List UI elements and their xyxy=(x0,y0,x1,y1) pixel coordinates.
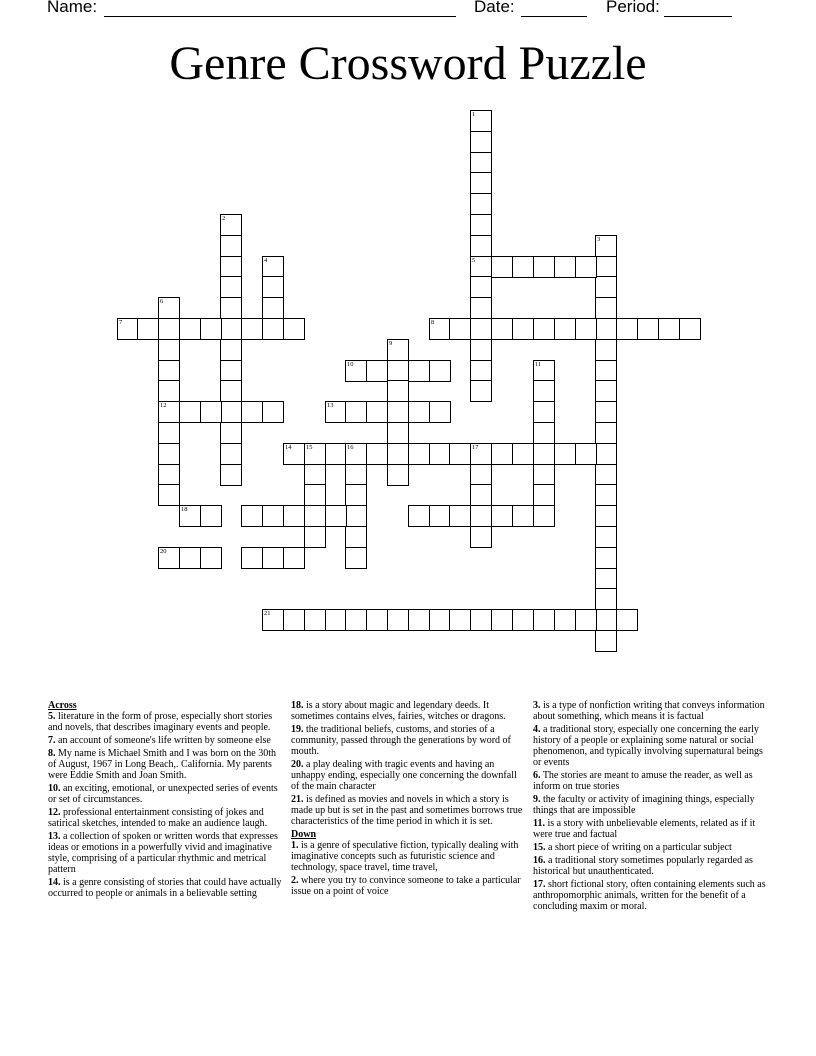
grid-cell[interactable] xyxy=(117,318,139,340)
grid-cell[interactable] xyxy=(533,505,555,527)
grid-cell[interactable] xyxy=(449,443,471,465)
grid-cell[interactable] xyxy=(304,609,326,631)
grid-cell[interactable] xyxy=(408,609,430,631)
clue-number: 6 xyxy=(160,298,164,305)
grid-cell[interactable] xyxy=(304,505,326,527)
grid-cell[interactable] xyxy=(533,360,555,382)
grid-cell[interactable] xyxy=(158,380,180,402)
grid-cell[interactable] xyxy=(220,360,242,382)
clue-item-number: 10. xyxy=(48,783,61,794)
grid-cell[interactable] xyxy=(429,505,451,527)
grid-cell[interactable] xyxy=(220,214,242,236)
grid-cell[interactable] xyxy=(616,318,638,340)
clue-item-number: 13. xyxy=(48,831,61,842)
grid-cell[interactable] xyxy=(575,318,597,340)
clue-item-number: 5. xyxy=(48,711,56,722)
grid-cell[interactable] xyxy=(158,401,180,423)
page-title: Genre Crossword Puzzle xyxy=(169,37,647,90)
clue-item xyxy=(291,724,527,757)
period-field-line[interactable] xyxy=(664,16,732,17)
grid-cell[interactable] xyxy=(220,318,242,340)
name-label: Name: xyxy=(47,0,98,16)
grid-cell[interactable] xyxy=(387,422,409,444)
clue-item xyxy=(48,711,284,733)
grid-cell[interactable] xyxy=(366,609,388,631)
grid-cell[interactable] xyxy=(387,380,409,402)
grid-cell[interactable] xyxy=(595,318,617,340)
grid-cell[interactable] xyxy=(470,152,492,174)
grid-cell[interactable] xyxy=(304,484,326,506)
clue-item-number: 9. xyxy=(533,794,541,805)
grid-cell[interactable] xyxy=(408,443,430,465)
clue-item-text: short fictional story, often containing elements such as anthropomorphic animals, written for the benefit of a concluding maxim or moral. xyxy=(533,879,766,912)
grid-cell[interactable] xyxy=(470,214,492,236)
grid-cell[interactable] xyxy=(200,318,222,340)
down-clue-list xyxy=(291,840,527,897)
clue-number: 12 xyxy=(160,402,167,409)
clue-item xyxy=(291,759,527,792)
grid-cell[interactable] xyxy=(595,401,617,423)
clue-item-text: a traditional story, especially one concerning the early history of a people or explaining some natural or social phenomenon, and typically involving supernatural beings or events xyxy=(533,724,763,768)
clue-item-text: where you try to convince someone to take a particular issue on a point of voice xyxy=(291,875,521,897)
clue-number: 21 xyxy=(264,610,271,617)
grid-cell[interactable] xyxy=(533,401,555,423)
grid-cell[interactable] xyxy=(491,609,513,631)
period-label: Period: xyxy=(606,0,660,16)
grid-cell[interactable] xyxy=(325,609,347,631)
grid-cell[interactable] xyxy=(470,505,492,527)
clue-item-text: The stories are meant to amuse the reader, as well as inform on true stories xyxy=(533,770,753,792)
grid-cell[interactable] xyxy=(533,422,555,444)
grid-cell[interactable] xyxy=(512,609,534,631)
grid-cell[interactable] xyxy=(304,526,326,548)
clue-number: 14 xyxy=(285,444,292,451)
clue-number: 13 xyxy=(327,402,334,409)
grid-cell[interactable] xyxy=(283,609,305,631)
clue-item xyxy=(291,794,527,827)
clue-number: 11 xyxy=(535,361,542,368)
grid-cell[interactable] xyxy=(158,464,180,486)
clue-item-text: a short piece of writing on a particular subject xyxy=(545,842,732,853)
clue-number: 9 xyxy=(389,340,393,347)
grid-cell[interactable] xyxy=(637,318,659,340)
grid-cell[interactable] xyxy=(158,422,180,444)
clue-column-2 xyxy=(291,700,527,899)
clue-item-text: professional entertainment consisting of jokes and satirical sketches, intended to make an audience laugh. xyxy=(48,807,268,829)
grid-cell[interactable] xyxy=(470,526,492,548)
grid-cell[interactable] xyxy=(345,484,367,506)
grid-cell[interactable] xyxy=(470,172,492,194)
down-clue-list-continued xyxy=(533,700,769,912)
clue-number: 16 xyxy=(347,444,354,451)
grid-cell[interactable] xyxy=(262,609,284,631)
grid-cell[interactable] xyxy=(220,297,242,319)
grid-cell[interactable] xyxy=(595,630,617,652)
clue-item xyxy=(533,842,769,853)
grid-cell[interactable] xyxy=(470,339,492,361)
grid-cell[interactable] xyxy=(595,297,617,319)
grid-cell[interactable] xyxy=(387,443,409,465)
clue-item-text: the faculty or activity of imagining things, especially things that are impossible xyxy=(533,794,755,816)
clue-number: 20 xyxy=(160,548,167,555)
grid-cell[interactable] xyxy=(595,256,617,278)
grid-cell[interactable] xyxy=(262,547,284,569)
grid-cell[interactable] xyxy=(241,505,263,527)
grid-cell[interactable] xyxy=(345,505,367,527)
clue-item-number: 20. xyxy=(291,759,304,770)
clue-item-text: a collection of spoken or written words that expresses ideas or emotions in a powerfully vivid and imaginative style, comprising of a particular rhythmic and metrical pattern xyxy=(48,831,278,875)
clue-item xyxy=(48,877,284,899)
grid-cell[interactable] xyxy=(283,547,305,569)
clue-item xyxy=(291,700,527,722)
clue-item-text: a traditional story sometimes popularly regarded as historical but unauthenticated. xyxy=(533,855,753,877)
clue-item-number: 7. xyxy=(48,735,56,746)
grid-cell[interactable] xyxy=(345,464,367,486)
grid-cell[interactable] xyxy=(408,360,430,382)
grid-cell[interactable] xyxy=(491,256,513,278)
grid-cell[interactable] xyxy=(554,256,576,278)
clue-number: 7 xyxy=(119,319,123,326)
grid-cell[interactable] xyxy=(200,505,222,527)
grid-cell[interactable] xyxy=(512,443,534,465)
grid-cell[interactable] xyxy=(533,464,555,486)
grid-cell[interactable] xyxy=(429,360,451,382)
grid-cell[interactable] xyxy=(449,318,471,340)
grid-cell[interactable] xyxy=(533,484,555,506)
grid-cell[interactable] xyxy=(220,422,242,444)
grid-cell[interactable] xyxy=(595,568,617,590)
grid-cell[interactable] xyxy=(366,443,388,465)
grid-cell[interactable] xyxy=(200,401,222,423)
grid-cell[interactable] xyxy=(220,339,242,361)
grid-cell[interactable] xyxy=(387,464,409,486)
clue-number: 2 xyxy=(222,215,226,222)
clue-item-text: an exciting, emotional, or unexpected series of events or set of circumstances. xyxy=(48,783,278,805)
grid-cell[interactable] xyxy=(449,609,471,631)
grid-cell[interactable] xyxy=(429,318,451,340)
grid-cell[interactable] xyxy=(158,547,180,569)
clue-item-number: 21. xyxy=(291,794,304,805)
grid-cell[interactable] xyxy=(262,401,284,423)
clue-item-text: an account of someone's life written by someone else xyxy=(55,735,271,746)
grid-cell[interactable] xyxy=(345,360,367,382)
clue-number: 10 xyxy=(347,361,354,368)
grid-cell[interactable] xyxy=(595,443,617,465)
clue-item-text: literature in the form of prose, especially short stories and novels, that describes imaginary events and people. xyxy=(48,711,273,733)
clue-item-number: 19. xyxy=(291,724,304,735)
grid-cell[interactable] xyxy=(575,609,597,631)
grid-cell[interactable] xyxy=(470,464,492,486)
across-clue-list xyxy=(48,711,284,899)
grid-cell[interactable] xyxy=(179,547,201,569)
grid-cell[interactable] xyxy=(449,505,471,527)
grid-cell[interactable] xyxy=(158,484,180,506)
grid-cell[interactable] xyxy=(429,401,451,423)
grid-cell[interactable] xyxy=(512,318,534,340)
clue-item xyxy=(291,875,527,897)
grid-cell[interactable] xyxy=(595,609,617,631)
grid-cell[interactable] xyxy=(595,235,617,257)
grid-cell[interactable] xyxy=(470,318,492,340)
grid-cell[interactable] xyxy=(595,360,617,382)
grid-cell[interactable] xyxy=(595,422,617,444)
grid-cell[interactable] xyxy=(220,464,242,486)
clue-item-number: 15. xyxy=(533,842,546,853)
grid-cell[interactable] xyxy=(470,484,492,506)
grid-cell[interactable] xyxy=(491,505,513,527)
grid-cell[interactable] xyxy=(262,256,284,278)
grid-cell[interactable] xyxy=(595,464,617,486)
grid-cell[interactable] xyxy=(533,380,555,402)
clue-item-text: a play dealing with tragic events and having an unhappy ending, especially one concerning the downfall of the main character xyxy=(291,759,517,792)
grid-cell[interactable] xyxy=(408,401,430,423)
grid-cell[interactable] xyxy=(470,110,492,132)
grid-cell[interactable] xyxy=(408,505,430,527)
grid-cell[interactable] xyxy=(470,256,492,278)
clue-number: 8 xyxy=(431,319,435,326)
grid-cell[interactable] xyxy=(325,401,347,423)
grid-cell[interactable] xyxy=(158,443,180,465)
date-label: Date: xyxy=(474,0,515,16)
grid-cell[interactable] xyxy=(220,443,242,465)
grid-cell[interactable] xyxy=(345,609,367,631)
grid-cell[interactable] xyxy=(387,360,409,382)
clue-item-number: 2. xyxy=(291,875,299,886)
grid-cell[interactable] xyxy=(470,193,492,215)
grid-cell[interactable] xyxy=(554,318,576,340)
grid-cell[interactable] xyxy=(262,318,284,340)
clue-item-number: 3. xyxy=(533,700,541,711)
clue-item-text: is a genre consisting of stories that could have actually occurred to people or animals in a believable setting xyxy=(48,877,282,899)
clue-number: 18 xyxy=(181,506,188,513)
grid-cell[interactable] xyxy=(658,318,680,340)
grid-cell[interactable] xyxy=(262,297,284,319)
grid-cell[interactable] xyxy=(325,505,347,527)
clue-item-text: is a story with unbelievable elements, related as if it were true and factual xyxy=(533,818,756,840)
clue-item-number: 6. xyxy=(533,770,541,781)
grid-cell[interactable] xyxy=(304,464,326,486)
grid-cell[interactable] xyxy=(512,505,534,527)
grid-cell[interactable] xyxy=(158,318,180,340)
clue-number: 5 xyxy=(472,257,476,264)
grid-cell[interactable] xyxy=(137,318,159,340)
clue-item-number: 18. xyxy=(291,700,304,711)
grid-cell[interactable] xyxy=(262,276,284,298)
clue-number: 15 xyxy=(306,444,313,451)
grid-cell[interactable] xyxy=(220,401,242,423)
clue-item xyxy=(48,807,284,829)
clue-item-text: My name is Michael Smith and I was born on the 30th of August, 1967 in Long Beach,. California. My parents were Eddie Smith and Joan Smith. xyxy=(48,748,277,781)
clue-item xyxy=(533,724,769,768)
clue-item-number: 14. xyxy=(48,877,61,888)
grid-cell[interactable] xyxy=(366,401,388,423)
grid-cell[interactable] xyxy=(470,235,492,257)
grid-cell[interactable] xyxy=(345,401,367,423)
grid-cell[interactable] xyxy=(470,609,492,631)
grid-cell[interactable] xyxy=(533,256,555,278)
clue-item xyxy=(533,818,769,840)
clue-item-text: is a type of nonfiction writing that conveys information about something, which means it is factual xyxy=(533,700,765,722)
grid-cell[interactable] xyxy=(554,609,576,631)
grid-cell[interactable] xyxy=(470,443,492,465)
grid-cell[interactable] xyxy=(554,443,576,465)
clue-item xyxy=(48,748,284,781)
grid-cell[interactable] xyxy=(158,339,180,361)
grid-cell[interactable] xyxy=(470,297,492,319)
clue-number: 1 xyxy=(472,111,476,118)
clue-item-number: 11. xyxy=(533,818,545,829)
grid-cell[interactable] xyxy=(595,484,617,506)
grid-cell[interactable] xyxy=(345,443,367,465)
grid-cell[interactable] xyxy=(241,401,263,423)
grid-cell[interactable] xyxy=(679,318,701,340)
grid-cell[interactable] xyxy=(595,526,617,548)
grid-cell[interactable] xyxy=(200,547,222,569)
grid-cell[interactable] xyxy=(283,505,305,527)
clue-item xyxy=(533,794,769,816)
grid-cell[interactable] xyxy=(158,360,180,382)
grid-cell[interactable] xyxy=(575,443,597,465)
grid-cell[interactable] xyxy=(575,256,597,278)
grid-cell[interactable] xyxy=(220,380,242,402)
clue-item-text: the traditional beliefs, customs, and stories of a community, passed through the generations by word of mouth. xyxy=(291,724,511,757)
clue-item-number: 1. xyxy=(291,840,299,851)
grid-cell[interactable] xyxy=(366,360,388,382)
clue-item xyxy=(533,879,769,912)
clue-number: 17 xyxy=(472,444,479,451)
grid-cell[interactable] xyxy=(470,131,492,153)
clue-item xyxy=(48,735,284,746)
grid-cell[interactable] xyxy=(429,443,451,465)
grid-cell[interactable] xyxy=(220,235,242,257)
grid-cell[interactable] xyxy=(220,256,242,278)
clue-item xyxy=(533,700,769,722)
grid-cell[interactable] xyxy=(616,609,638,631)
name-field-line[interactable] xyxy=(104,16,456,17)
grid-cell[interactable] xyxy=(179,318,201,340)
grid-cell[interactable] xyxy=(595,588,617,610)
clue-item-number: 4. xyxy=(533,724,541,735)
grid-cell[interactable] xyxy=(491,443,513,465)
grid-cell[interactable] xyxy=(533,443,555,465)
clue-item-text: is a genre of speculative fiction, typically dealing with imaginative concepts such as futuristic science and technology, space travel, time travel, xyxy=(291,840,519,873)
grid-cell[interactable] xyxy=(387,609,409,631)
grid-cell[interactable] xyxy=(512,256,534,278)
down-heading: Down xyxy=(291,829,317,840)
grid-cell[interactable] xyxy=(491,318,513,340)
clue-item xyxy=(48,783,284,805)
clue-item-number: 17. xyxy=(533,879,546,890)
clue-number: 3 xyxy=(597,236,601,243)
grid-cell[interactable] xyxy=(262,505,284,527)
clue-column-3 xyxy=(533,700,769,914)
across-heading: Across xyxy=(48,700,77,711)
grid-cell[interactable] xyxy=(387,339,409,361)
grid-cell[interactable] xyxy=(179,505,201,527)
grid-cell[interactable] xyxy=(533,318,555,340)
grid-cell[interactable] xyxy=(325,443,347,465)
across-clue-list-continued xyxy=(291,700,527,827)
grid-cell[interactable] xyxy=(595,276,617,298)
grid-cell[interactable] xyxy=(470,380,492,402)
clue-item-number: 8. xyxy=(48,748,56,759)
clue-item-number: 12. xyxy=(48,807,61,818)
grid-cell[interactable] xyxy=(241,318,263,340)
clue-item-number: 16. xyxy=(533,855,546,866)
grid-cell[interactable] xyxy=(595,505,617,527)
grid-cell[interactable] xyxy=(283,318,305,340)
grid-cell[interactable] xyxy=(345,526,367,548)
grid-cell[interactable] xyxy=(345,547,367,569)
grid-cell[interactable] xyxy=(470,360,492,382)
grid-cell[interactable] xyxy=(533,609,555,631)
grid-cell[interactable] xyxy=(241,547,263,569)
grid-cell[interactable] xyxy=(304,443,326,465)
clue-item xyxy=(533,770,769,792)
grid-cell[interactable] xyxy=(220,276,242,298)
grid-cell[interactable] xyxy=(158,297,180,319)
clue-item xyxy=(291,840,527,873)
grid-cell[interactable] xyxy=(595,547,617,569)
grid-cell[interactable] xyxy=(429,609,451,631)
clue-item-text: is defined as movies and novels in which a story is made up but is set in the past and sometimes borrows true characteristics of the time period in which it is set. xyxy=(291,794,523,827)
student-info-header xyxy=(0,0,816,24)
clue-number: 4 xyxy=(264,257,268,264)
grid-cell[interactable] xyxy=(387,401,409,423)
date-field-line[interactable] xyxy=(521,16,587,17)
grid-cell[interactable] xyxy=(595,339,617,361)
grid-cell[interactable] xyxy=(179,401,201,423)
grid-cell[interactable] xyxy=(283,443,305,465)
clue-item xyxy=(48,831,284,875)
clue-item xyxy=(533,855,769,877)
clue-item-text: is a story about magic and legendary deeds. It sometimes contains elves, fairies, witches or dragons. xyxy=(291,700,506,722)
grid-cell[interactable] xyxy=(595,380,617,402)
clue-column-1 xyxy=(48,700,284,901)
grid-cell[interactable] xyxy=(470,276,492,298)
